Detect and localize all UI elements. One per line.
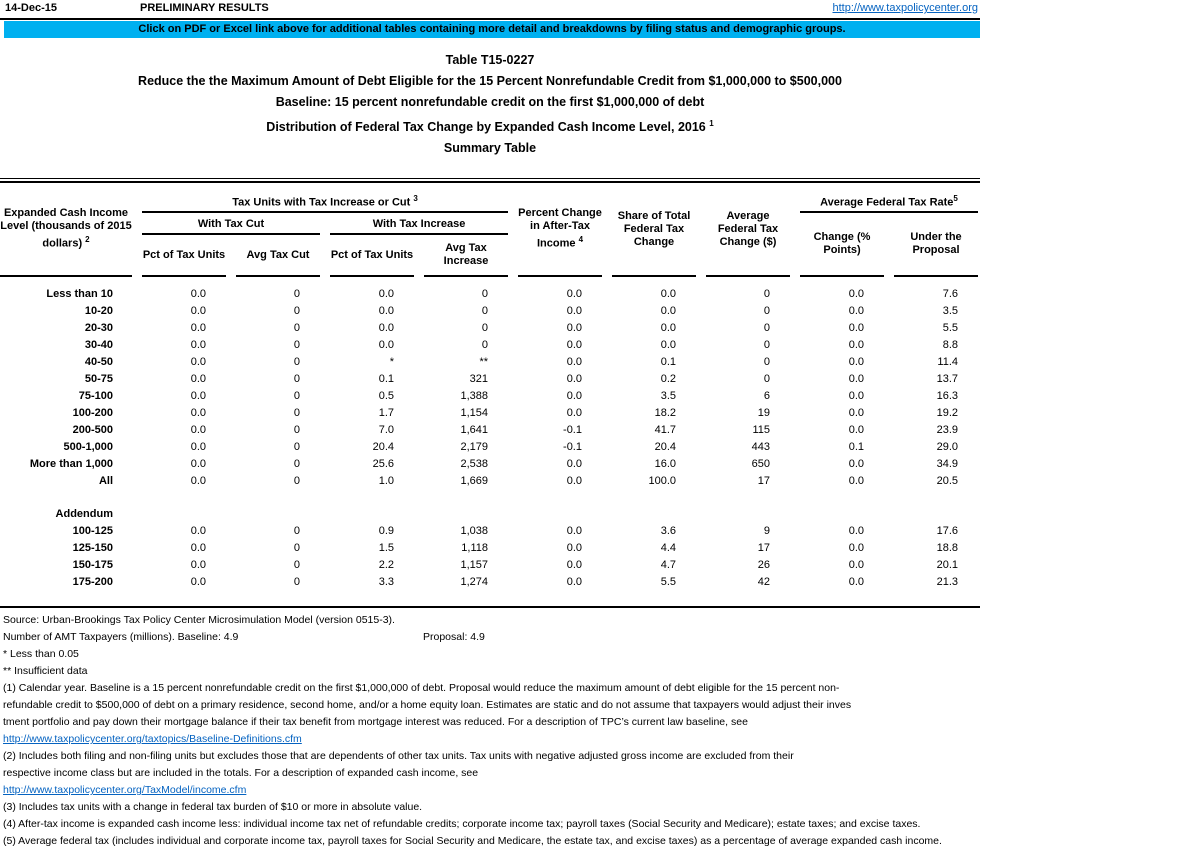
value-cell: 21.3 (936, 575, 958, 588)
value-cell: 2.2 (378, 558, 394, 571)
value-cell: 0.1 (848, 440, 864, 453)
value-cell: 19.2 (936, 406, 958, 419)
taxpolicycenter-link[interactable]: http://www.taxpolicycenter.org (832, 2, 978, 14)
value-cell: 0 (481, 321, 488, 334)
header-avg-tax-cut: Avg Tax Cut (236, 235, 320, 277)
value-cell: 2,538 (460, 457, 488, 470)
value-cell: 25.6 (372, 457, 394, 470)
header-share-of-total-change: Share of Total Federal Tax Change (612, 183, 696, 277)
value-cell: 0 (481, 287, 488, 300)
value-cell: 0.0 (848, 355, 864, 368)
value-cell: 0.0 (190, 372, 206, 385)
value-cell: 0 (293, 389, 300, 402)
header-average-federal-tax-change: Average Federal Tax Change ($) (706, 183, 790, 277)
value-cell: ** (479, 355, 488, 368)
value-cell: 1,038 (460, 524, 488, 537)
value-cell: 0 (293, 338, 300, 351)
value-cell: 0.0 (660, 338, 676, 351)
income-level-label: 175-200 (72, 575, 113, 588)
value-cell: 0 (763, 338, 770, 351)
income-level-label: 40-50 (84, 355, 113, 368)
value-cell: 0 (293, 575, 300, 588)
value-cell: 0.0 (190, 338, 206, 351)
value-cell: 1.0 (378, 474, 394, 487)
value-cell: 0.0 (190, 355, 206, 368)
table-row (0, 277, 978, 302)
income-level-label: 150-175 (72, 558, 113, 571)
value-cell: 0 (481, 304, 488, 317)
value-cell: 23.9 (936, 423, 958, 436)
value-cell: 0.0 (566, 406, 582, 419)
value-cell: 16.0 (654, 457, 676, 470)
title-line: Table T15-0227 (445, 53, 535, 67)
value-cell: 0.0 (190, 406, 206, 419)
value-cell: 0 (293, 474, 300, 487)
value-cell: 650 (751, 457, 770, 470)
table-bottom-rule (0, 606, 980, 608)
value-cell: 0 (763, 355, 770, 368)
value-cell: 0.0 (848, 575, 864, 588)
value-cell: 20.4 (372, 440, 394, 453)
value-cell: 7.6 (942, 287, 958, 300)
table-row (0, 404, 978, 421)
value-cell: 0.0 (190, 389, 206, 402)
addendum-label: Addendum (55, 507, 113, 520)
value-cell: 0 (763, 304, 770, 317)
value-cell: 0.0 (566, 321, 582, 334)
value-cell: 321 (469, 372, 488, 385)
value-cell: 0.1 (378, 372, 394, 385)
value-cell: 1,154 (460, 406, 488, 419)
value-cell: 0.0 (190, 541, 206, 554)
value-cell: 3.3 (378, 575, 394, 588)
footnote-line: (2) Includes both filing and non-filing units but excludes those that are dependents of other tax units. Tax units with negative adjusted gross income are excluded from their (3, 750, 794, 763)
title-line: Reduce the the Maximum Amount of Debt Eligible for the 15 Percent Nonrefundable Credit from $1,000,000 to $500,000 (138, 74, 842, 88)
value-cell: 0 (293, 304, 300, 317)
header-group-tax-units: Tax Units with Tax Increase or Cut $^3$ (142, 183, 508, 213)
table-row (0, 556, 978, 573)
header-group-average-federal-tax-rate: Average Federal Tax Rate$^5$ (800, 183, 978, 213)
header-rate-change-points: Change (% Points) (800, 213, 884, 277)
value-cell: 0 (293, 423, 300, 436)
table-row (0, 387, 978, 404)
value-cell: 0.0 (566, 457, 582, 470)
value-cell: 4.7 (660, 558, 676, 571)
table-row (0, 421, 978, 438)
value-cell: 0.0 (378, 338, 394, 351)
value-cell: 0 (763, 321, 770, 334)
income-level-label: 100-125 (72, 524, 113, 537)
header-with-tax-cut: With Tax Cut (142, 213, 320, 235)
value-cell: 18.8 (936, 541, 958, 554)
value-cell: 1,388 (460, 389, 488, 402)
amt-proposal-label: Proposal: 4.9 (423, 631, 485, 644)
title-line: Distribution of Federal Tax Change by Expanded Cash Income Level, 2016 $^1$ (266, 119, 714, 135)
value-cell: 443 (751, 440, 770, 453)
value-cell: 3.5 (942, 304, 958, 317)
value-cell: 0 (293, 287, 300, 300)
footnote-line: (1) Calendar year. Baseline is a 15 percent nonrefundable credit on the first $1,000,000 of debt. Proposal would reduce the maximum amount of debt eligible for the 15 percent non- (3, 682, 840, 695)
income-level-label: 20-30 (84, 321, 113, 334)
value-cell: 0.0 (566, 372, 582, 385)
value-cell: 0 (763, 287, 770, 300)
value-cell: 0 (293, 541, 300, 554)
value-cell: 0.0 (190, 440, 206, 453)
value-cell: 0.0 (190, 457, 206, 470)
value-cell: 18.2 (654, 406, 676, 419)
value-cell: 5.5 (660, 575, 676, 588)
value-cell: 3.6 (660, 524, 676, 537)
date-label: 14-Dec-15 (5, 2, 57, 14)
value-cell: 19 (757, 406, 770, 419)
value-cell: 0.0 (378, 304, 394, 317)
value-cell: 0.0 (660, 287, 676, 300)
value-cell: 0.0 (848, 372, 864, 385)
value-cell: 0 (293, 440, 300, 453)
footnote-line: (4) After-tax income is expanded cash income less: individual income tax net of refundable credits; corporate income tax; payroll taxes (Social Security and Medicare); estate taxes; and excise taxes. (3, 818, 921, 831)
header-expanded-cash-income: Expanded Cash Income Level (thousands of 2015 dollars) $^2$ (0, 183, 132, 277)
value-cell: 0.0 (848, 321, 864, 334)
title-block (0, 50, 980, 159)
summary-table (0, 183, 988, 590)
value-cell: 1,118 (461, 541, 488, 554)
footnotes (0, 612, 1202, 850)
footnote-line: refundable credit to $500,000 of debt on a primary residence, second home, and/or a home equity loan. Estimates are static and do not assume that taxpayers would adjust their inves (3, 699, 852, 712)
value-cell: 0.0 (660, 304, 676, 317)
value-cell: 0.0 (190, 287, 206, 300)
value-cell: 0.0 (566, 287, 582, 300)
value-cell: -0.1 (563, 440, 582, 453)
value-cell: 0.0 (848, 457, 864, 470)
value-cell: 9 (763, 524, 770, 537)
table-row (0, 302, 978, 319)
value-cell: 0.0 (190, 304, 206, 317)
value-cell: 0.0 (660, 321, 676, 334)
value-cell: 0.0 (378, 321, 394, 334)
info-banner: Click on PDF or Excel link above for additional tables containing more detail and breakdowns by filing status and demographic groups. (4, 21, 980, 38)
footnote-line: * Less than 0.05 (3, 648, 79, 661)
income-level-label: 30-40 (84, 338, 113, 351)
value-cell: 0.0 (566, 304, 582, 317)
title-line: Baseline: 15 percent nonrefundable credit on the first $1,000,000 of debt (275, 95, 705, 109)
value-cell: 1,669 (460, 474, 488, 487)
value-cell: 2,179 (460, 440, 488, 453)
footnote-link[interactable]: http://www.taxpolicycenter.org/taxtopics/Baseline-Definitions.cfm (3, 733, 302, 746)
footnote-link-line (3, 731, 1202, 748)
table-row (0, 370, 978, 387)
value-cell: 0 (293, 372, 300, 385)
income-level-label: 10-20 (84, 304, 113, 317)
value-cell: 0.0 (566, 575, 582, 588)
value-cell: 0.0 (190, 575, 206, 588)
income-level-label: All (98, 474, 113, 487)
value-cell: 20.5 (936, 474, 958, 487)
table-row (0, 472, 978, 489)
value-cell: 0 (293, 321, 300, 334)
income-level-label: 100-200 (72, 406, 113, 419)
income-level-label: 125-150 (72, 541, 113, 554)
value-cell: 0.0 (848, 541, 864, 554)
value-cell: 0.0 (190, 474, 206, 487)
value-cell: 0 (481, 338, 488, 351)
value-cell: 34.9 (936, 457, 958, 470)
value-cell: 0.0 (848, 524, 864, 537)
income-level-label: 200-500 (72, 423, 113, 436)
value-cell: 0.0 (848, 287, 864, 300)
footnote-line: tment portfolio and pay down their mortgage balance if their tax benefit from mortgage interest was reduced. For a description of TPC’s current law baseline, see (3, 716, 748, 729)
value-cell: 8.8 (942, 338, 958, 351)
value-cell: 0.0 (566, 524, 582, 537)
value-cell: 16.3 (936, 389, 958, 402)
value-cell: 0 (763, 372, 770, 385)
value-cell: 20.4 (654, 440, 676, 453)
value-cell: 1.7 (378, 406, 394, 419)
income-level-label: Less than 10 (46, 287, 113, 300)
value-cell: 42 (757, 575, 770, 588)
income-level-label: 75-100 (78, 389, 113, 402)
value-cell: 100.0 (648, 474, 676, 487)
value-cell: 0.2 (660, 372, 676, 385)
spacer-row (0, 489, 978, 505)
header-pct-units-with-increase: Pct of Tax Units (330, 235, 414, 277)
header-pct-units-with-cut: Pct of Tax Units (142, 235, 226, 277)
footnote-line: (3) Includes tax units with a change in federal tax burden of $10 or more in absolute value. (3, 801, 423, 814)
value-cell: 0.0 (566, 541, 582, 554)
value-cell: 20.1 (936, 558, 958, 571)
value-cell: 0.0 (566, 338, 582, 351)
value-cell: 6 (763, 389, 770, 402)
top-bar (0, 0, 980, 20)
value-cell: 0.0 (190, 321, 206, 334)
income-level-label: 50-75 (84, 372, 113, 385)
header-avg-tax-increase: Avg Tax Increase (424, 235, 508, 277)
table-row (0, 336, 978, 353)
header-percent-change-after-tax-income: Percent Change in After-Tax Income $^4$ (518, 183, 602, 277)
preliminary-results-label: PRELIMINARY RESULTS (140, 2, 269, 14)
table-row (0, 438, 978, 455)
value-cell: 1,157 (460, 558, 488, 571)
value-cell: 0.9 (378, 524, 394, 537)
table-body (0, 277, 978, 590)
value-cell: 17 (757, 474, 770, 487)
value-cell: 0.0 (848, 423, 864, 436)
value-cell: 29.0 (936, 440, 958, 453)
table-row (0, 573, 978, 590)
table-row (0, 522, 978, 539)
value-cell: 0.0 (190, 524, 206, 537)
value-cell: 7.0 (378, 423, 394, 436)
value-cell: 0 (293, 406, 300, 419)
value-cell: 0.5 (378, 389, 394, 402)
footnote-line: Source: Urban-Brookings Tax Policy Center Microsimulation Model (version 0515-3). (3, 614, 395, 627)
value-cell: 11.4 (937, 355, 958, 368)
table-row (0, 319, 978, 336)
value-cell: 0.0 (190, 423, 206, 436)
income-level-label: More than 1,000 (29, 457, 113, 470)
value-cell: 26 (757, 558, 770, 571)
value-cell: 0.0 (848, 338, 864, 351)
value-cell: 4.4 (660, 541, 676, 554)
value-cell: 1,274 (460, 575, 488, 588)
value-cell: 0.0 (848, 406, 864, 419)
table-row (0, 539, 978, 556)
value-cell: 1.5 (378, 541, 394, 554)
value-cell: 17 (757, 541, 770, 554)
header-rate-under-proposal: Under the Proposal (894, 213, 978, 277)
value-cell: -0.1 (563, 423, 582, 436)
value-cell: 0.0 (848, 304, 864, 317)
value-cell: * (389, 355, 394, 368)
footnote-line: respective income class but are included in the totals. For a description of expanded cash income, see (3, 767, 479, 780)
value-cell: 17.6 (936, 524, 958, 537)
value-cell: 0.0 (566, 474, 582, 487)
amt-taxpayers-line: Number of AMT Taxpayers (millions). Baseline: 4.9 Proposal: 4.9 (3, 629, 1202, 646)
value-cell: 13.7 (936, 372, 958, 385)
value-cell: 0.0 (848, 389, 864, 402)
value-cell: 0 (293, 457, 300, 470)
value-cell: 0.0 (848, 474, 864, 487)
table-row (0, 353, 978, 370)
table-row (0, 455, 978, 472)
value-cell: 41.7 (654, 423, 676, 436)
income-level-label: 500-1,000 (63, 440, 113, 453)
footnote-link[interactable]: http://www.taxpolicycenter.org/TaxModel/income.cfm (3, 784, 247, 797)
value-cell: 0 (293, 355, 300, 368)
value-cell: 1,641 (460, 423, 488, 436)
value-cell: 0.0 (378, 287, 394, 300)
value-cell: 0.0 (566, 389, 582, 402)
value-cell: 0.0 (190, 558, 206, 571)
value-cell: 0.0 (848, 558, 864, 571)
footnote-line: ** Insufficient data (3, 665, 88, 678)
value-cell: 0.1 (660, 355, 676, 368)
value-cell: 0 (293, 524, 300, 537)
title-line: Summary Table (443, 141, 537, 156)
value-cell: 0 (293, 558, 300, 571)
value-cell: 5.5 (942, 321, 958, 334)
footnote-link-line (3, 782, 1202, 799)
table-row (0, 505, 978, 522)
value-cell: 3.5 (660, 389, 676, 402)
value-cell: 0.0 (566, 558, 582, 571)
header-with-tax-increase: With Tax Increase (330, 213, 508, 235)
footnote-line: (5) Average federal tax (includes individual and corporate income tax, payroll taxes for Social Security and Medicare, the estate tax, and excise taxes) as a percentage of average expanded cash income. (3, 835, 942, 848)
value-cell: 0.0 (566, 355, 582, 368)
value-cell: 115 (752, 423, 770, 436)
